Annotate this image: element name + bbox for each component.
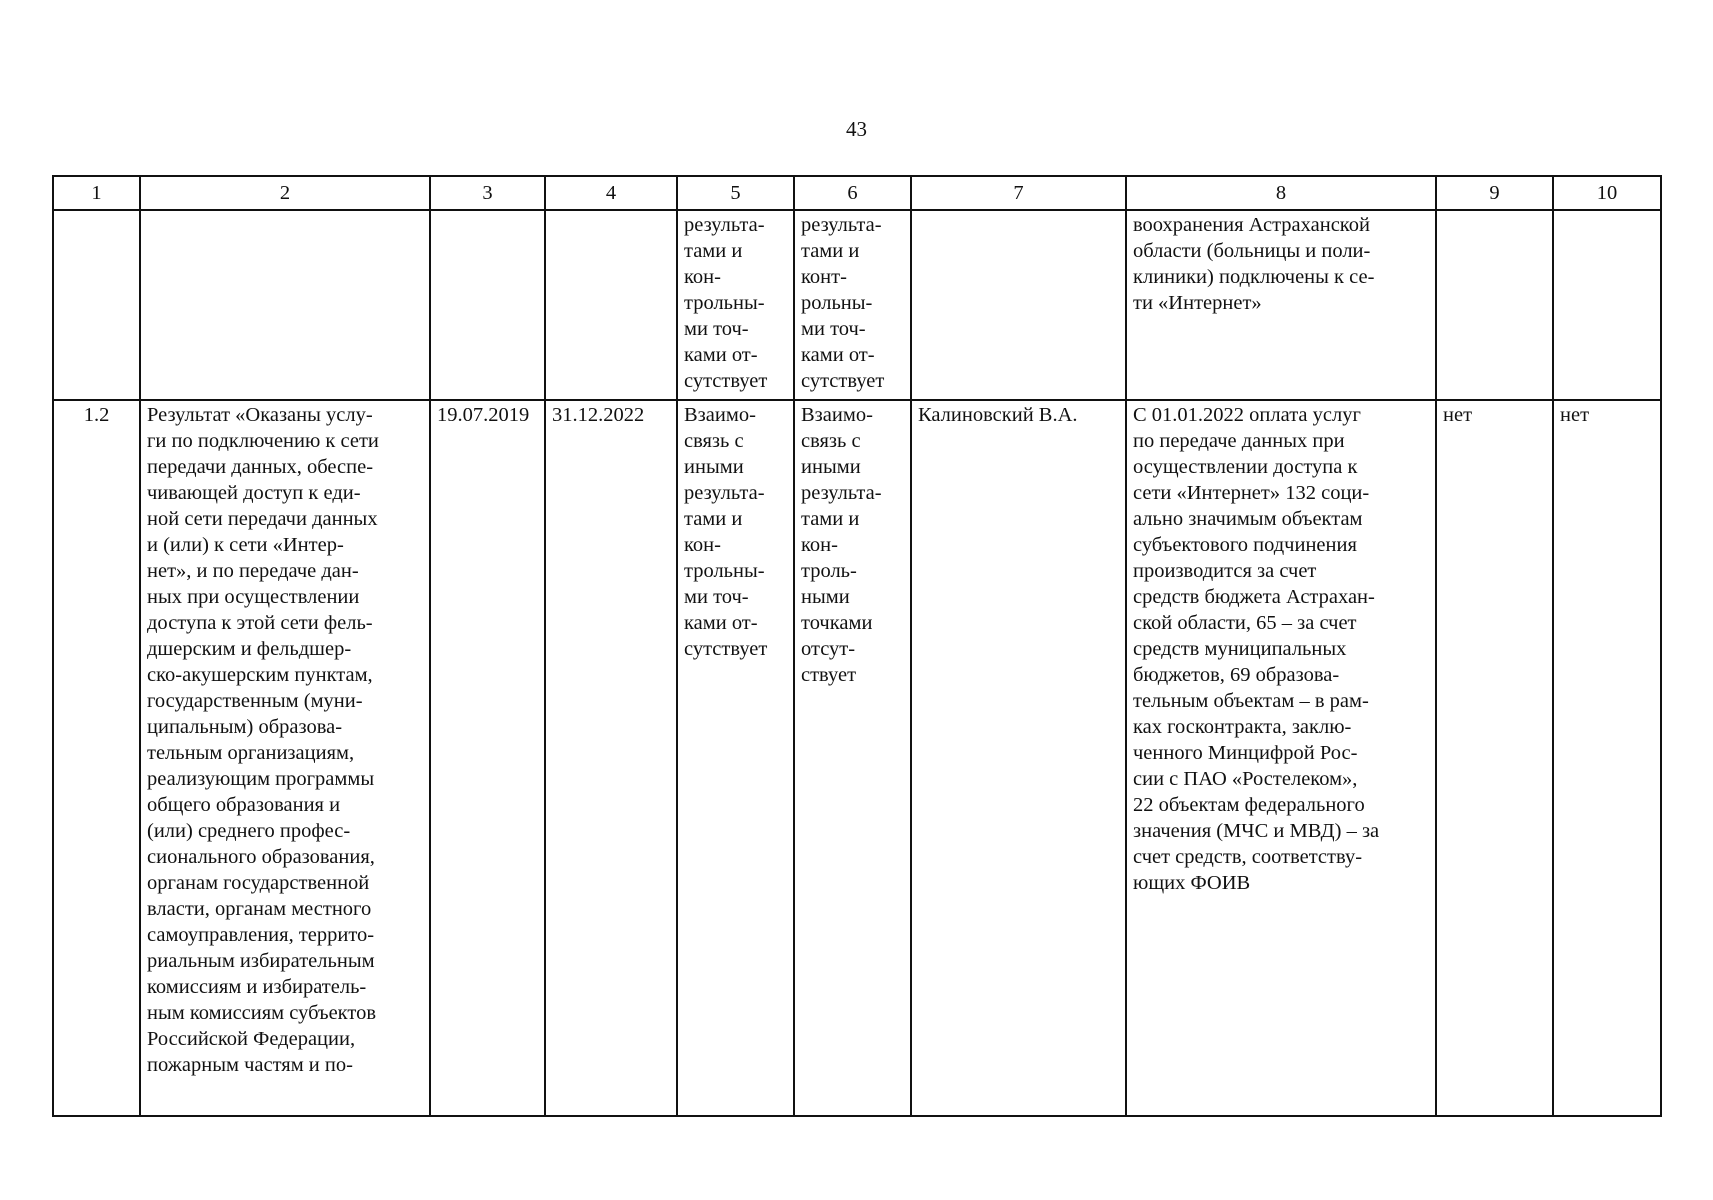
column-header: 2 (140, 176, 430, 210)
cell-responsible (911, 210, 1126, 400)
cell-responsible: Калиновский В.А. (911, 400, 1126, 1116)
cell-col9 (1436, 210, 1553, 400)
cell-col10: нет (1553, 400, 1661, 1116)
page-number: 43 (846, 117, 867, 141)
cell-description: воохранения Астраханской области (больницы и поли- клиники) подключены к се- ти «Интернет» (1126, 210, 1436, 400)
column-header: 1 (53, 176, 140, 210)
results-table (52, 175, 1662, 1117)
cell-col10 (1553, 210, 1661, 400)
cell-relation-a: результа- тами и кон- трольны- ми точ- ками от- сутствует (677, 210, 794, 400)
column-header: 9 (1436, 176, 1553, 210)
cell-result-name: Результат «Оказаны услу- ги по подключению к сети передачи данных, обеспе- чивающей доступ к еди- ной сети передачи данных и (или) к сети «Интер- нет», и по передаче дан- ных при осуществлении доступа к этой сети фель- дшерским и фельдшер- ско-акушерским пунктам, государственным (муни- ципальным) образова- тельным организациям, реализующим программы общего образования и (или) среднего профес- сионального образования, органам государственной власти, органам местного самоуправления, террито- риальным избирательным комиссиям и избиратель- ным комиссиям субъектов Российской Федерации, пожарным частям и по- (140, 400, 430, 1116)
table-header-row (53, 176, 1661, 210)
column-header: 7 (911, 176, 1126, 210)
cell-relation-a: Взаимо- связь с иными результа- тами и кон- трольны- ми точ- ками от- сутствует (677, 400, 794, 1116)
column-header: 6 (794, 176, 911, 210)
column-header: 4 (545, 176, 677, 210)
cell-relation-b: результа- тами и конт- рольны- ми точ- ками от- сутствует (794, 210, 911, 400)
cell-start-date: 19.07.2019 (430, 400, 545, 1116)
cell-number: 1.2 (53, 400, 140, 1116)
cell-result-name (140, 210, 430, 400)
cell-description: С 01.01.2022 оплата услуг по передаче данных при осуществлении доступа к сети «Интернет» 132 соци- ально значимым объектам субъектового подчинения производится за счет средств бюджета Астрахан- ской области, 65 – за счет средств муниципальных бюджетов, 69 образова- тельным объектам – в рам- ках госконтракта, заклю- ченного Минцифрой Рос- сии с ПАО «Ростелеком», 22 объектам федерального значения (МЧС и МВД) – за счет средств, соответству- ющих ФОИВ (1126, 400, 1436, 1116)
column-header: 5 (677, 176, 794, 210)
cell-end-date: 31.12.2022 (545, 400, 677, 1116)
cell-number (53, 210, 140, 400)
cell-relation-b: Взаимо- связь с иными результа- тами и кон- троль- ными точками отсут- ствует (794, 400, 911, 1116)
cell-end-date (545, 210, 677, 400)
table-row (53, 210, 1661, 400)
cell-start-date (430, 210, 545, 400)
column-header: 8 (1126, 176, 1436, 210)
table-row (53, 400, 1661, 1116)
column-header: 10 (1553, 176, 1661, 210)
column-header: 3 (430, 176, 545, 210)
cell-col9: нет (1436, 400, 1553, 1116)
